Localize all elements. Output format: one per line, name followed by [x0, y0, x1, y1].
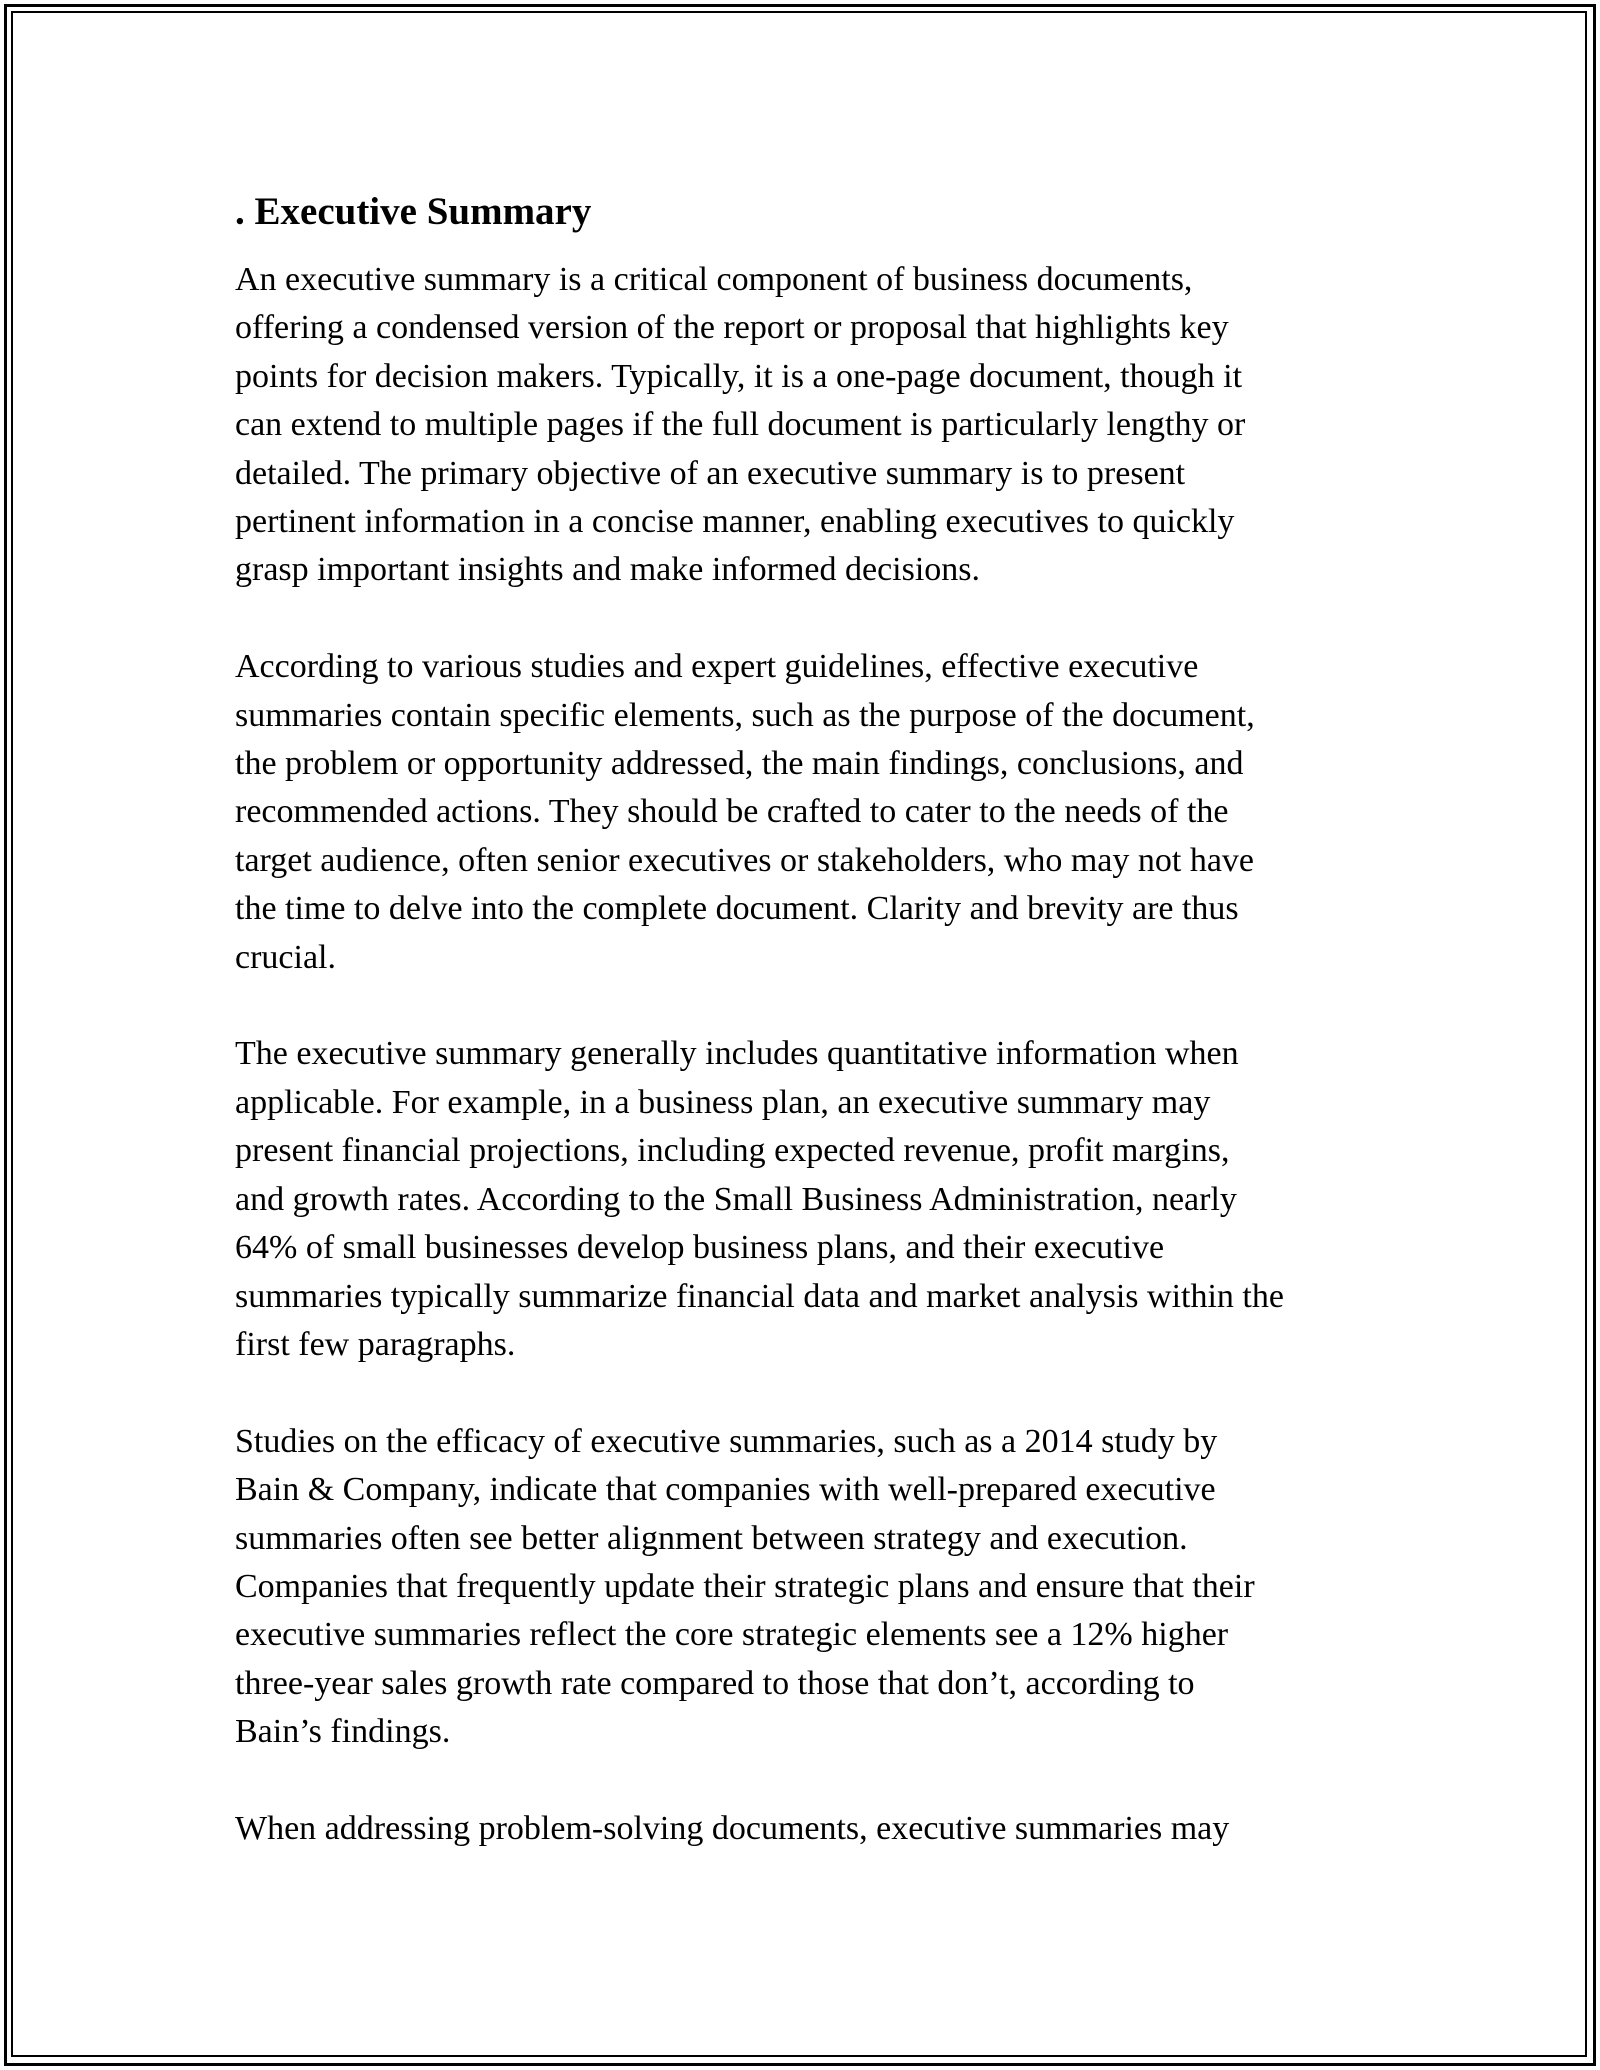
text-line: can extend to multiple pages if the full document is particularly lengthy or [235, 406, 1246, 444]
text-line: The executive summary generally includes quantitative information when [235, 1035, 1239, 1073]
text-line: summaries contain specific elements, such as the purpose of the document, [235, 696, 1255, 734]
text-line: crucial. [235, 938, 336, 976]
text-line: 64% of small businesses develop business plans, and their executive [235, 1229, 1165, 1267]
text-line: pertinent information in a concise manner, enabling executives to quickly [235, 503, 1235, 541]
text-line: present financial projections, including expected revenue, profit margins, [235, 1132, 1230, 1170]
text-line: target audience, often senior executives or stakeholders, who may not have [235, 841, 1255, 879]
paragraph-4 [235, 1418, 1395, 1757]
text-line: executive summaries reflect the core strategic elements see a 12% higher [235, 1616, 1229, 1654]
text-line: detailed. The primary objective of an executive summary is to present [235, 454, 1186, 492]
text-line: points for decision makers. Typically, it is a one-page document, though it [235, 357, 1243, 395]
text-line: summaries often see better alignment between strategy and execution. [235, 1519, 1188, 1557]
document-body [235, 186, 1395, 1902]
paragraph-3 [235, 1030, 1395, 1369]
text-line: summaries typically summarize financial data and market analysis within the [235, 1277, 1284, 1315]
text-line: recommended actions. They should be crafted to cater to the needs of the [235, 793, 1229, 831]
text-line: three-year sales growth rate compared to those that don’t, according to [235, 1664, 1195, 1702]
text-line: grasp important insights and make informed decisions. [235, 551, 981, 589]
text-line: Companies that frequently update their strategic plans and ensure that their [235, 1567, 1255, 1605]
paragraph-1 [235, 256, 1395, 595]
text-line: the problem or opportunity addressed, the main findings, conclusions, and [235, 745, 1244, 783]
text-line: Studies on the efficacy of executive summaries, such as a 2014 study by [235, 1422, 1218, 1460]
text-line: According to various studies and expert guidelines, effective executive [235, 648, 1199, 686]
text-line: applicable. For example, in a business plan, an executive summary may [235, 1083, 1211, 1121]
text-line: offering a condensed version of the report or proposal that highlights key [235, 309, 1229, 347]
text-line: the time to delve into the complete document. Clarity and brevity are thus [235, 890, 1239, 928]
text-line: When addressing problem-solving documents, executive summaries may [235, 1809, 1230, 1847]
section-heading: . Executive Summary [235, 190, 592, 233]
text-line: Bain’s findings. [235, 1713, 451, 1751]
text-line: An executive summary is a critical component of business documents, [235, 261, 1193, 298]
text-line: first few paragraphs. [235, 1325, 516, 1363]
paragraph-5 [235, 1805, 1395, 1853]
paragraph-2 [235, 643, 1395, 982]
text-line: and growth rates. According to the Small Business Administration, nearly [235, 1180, 1237, 1218]
text-line: Bain & Company, indicate that companies with well-prepared executive [235, 1471, 1216, 1509]
